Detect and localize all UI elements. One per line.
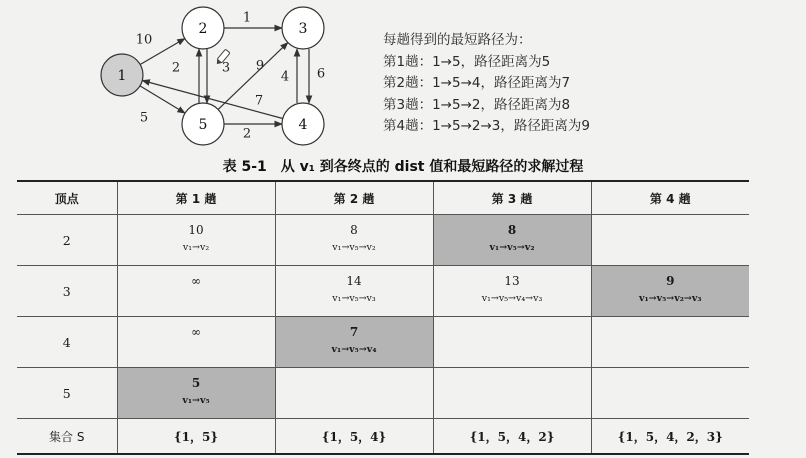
node-label: 2: [198, 21, 208, 37]
column-header: 第 2 趟: [275, 181, 433, 215]
dist-value: 9: [666, 274, 675, 288]
dist-value: 13: [504, 274, 520, 288]
dist-cell: [591, 215, 749, 266]
node-label: 1: [117, 68, 127, 84]
dist-value: 8: [350, 223, 358, 237]
node-label: 4: [298, 117, 308, 133]
column-header: 顶点: [17, 181, 117, 215]
path-text: v₁→v₅→v₂: [332, 242, 376, 253]
set-s-label: 集合 S: [17, 419, 117, 455]
vertex-cell: 4: [17, 317, 117, 368]
table-row: [17, 215, 749, 266]
edge-weight-label: 6: [316, 66, 326, 82]
path-text: v₁→v₅→v₂: [489, 242, 535, 253]
dist-cell: [275, 266, 433, 317]
set-s-row: [17, 419, 749, 455]
dist-table: [17, 180, 749, 455]
node-label: 3: [298, 21, 308, 37]
table-row: [17, 317, 749, 368]
dist-value: 8: [507, 223, 517, 237]
set-s-cell: {1，5，4，2}: [433, 419, 591, 455]
edge-weight-label: 5: [139, 110, 149, 126]
dist-value: 14: [346, 274, 362, 288]
summary-line: 第2趟：1→5→4，路径距离为7: [383, 75, 571, 91]
dist-value: ∞: [191, 325, 201, 339]
table-row: [17, 368, 749, 419]
path-text: v₁→v₅→v₃: [332, 293, 376, 304]
edge-weight-label: 4: [280, 69, 290, 85]
path-text: v₁→v₅→v₄: [331, 344, 377, 355]
dist-cell: [117, 368, 275, 419]
dist-cell: [433, 215, 591, 266]
path-text: v₁→v₅→v₂→v₃: [638, 293, 702, 304]
set-s-cell: {1，5}: [117, 419, 275, 455]
dist-cell: [433, 368, 591, 419]
dist-cell: [433, 317, 591, 368]
table-caption: 表 5-1 从 v₁ 到各终点的 dist 值和最短路径的求解过程: [222, 159, 584, 175]
shortest-path-summary: [383, 30, 590, 138]
dist-value: 7: [349, 325, 359, 339]
dist-value: 5: [191, 376, 201, 390]
column-header: 第 3 趟: [433, 181, 591, 215]
summary-line: 第4趟：1→5→2→3，路径距离为9: [383, 118, 590, 134]
dist-cell: [117, 317, 275, 368]
edge-weight-label: 2: [242, 126, 252, 142]
dist-cell: [591, 266, 749, 317]
vertex-cell: 2: [17, 215, 117, 266]
dist-cell: [275, 215, 433, 266]
path-text: v₁→v₂: [182, 242, 210, 253]
dist-cell: [117, 215, 275, 266]
summary-line: 第1趟：1→5，路径距离为5: [383, 53, 551, 70]
vertex-cell: 5: [17, 368, 117, 419]
path-text: v₁→v₅: [182, 395, 210, 406]
edge-weight-label: 9: [255, 58, 265, 74]
node-label: 5: [198, 117, 208, 133]
set-s-cell: {1，5，4，2，3}: [591, 419, 749, 455]
dist-cell: [591, 368, 749, 419]
dist-value: ∞: [191, 274, 201, 288]
vertex-cell: 3: [17, 266, 117, 317]
table-row: [17, 266, 749, 317]
edge-weight-label: 10: [135, 32, 153, 48]
edge-weight-label: 2: [171, 60, 181, 76]
summary-line: 第3趟：1→5→2，路径距离为8: [383, 96, 571, 113]
dist-cell: [117, 266, 275, 317]
edge-weight-label: 3: [221, 60, 231, 76]
edge-weight-label: 7: [254, 93, 264, 109]
column-header: 第 4 趟: [591, 181, 749, 215]
edge-weight-label: 1: [242, 10, 252, 26]
dist-cell: [275, 368, 433, 419]
dist-cell: [591, 317, 749, 368]
set-s-cell: {1，5，4}: [275, 419, 433, 455]
column-header: 第 1 趟: [117, 181, 275, 215]
dist-value: 10: [188, 223, 204, 237]
summary-title: 每趟得到的最短路径为：: [383, 32, 532, 48]
dist-cell: [433, 266, 591, 317]
dist-cell: [275, 317, 433, 368]
table-header-row: [17, 181, 749, 215]
directed-graph: [0, 0, 380, 152]
path-text: v₁→v₅→v₄→v₃: [481, 293, 543, 304]
